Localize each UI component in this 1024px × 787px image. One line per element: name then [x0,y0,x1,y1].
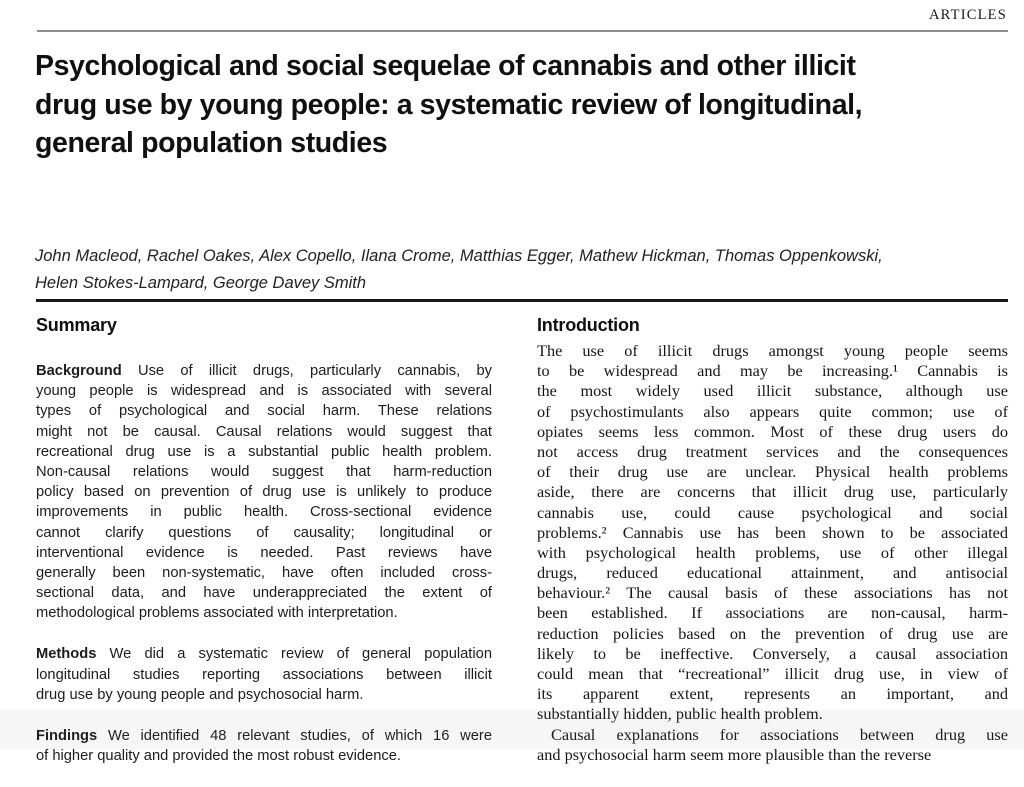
header-divider-rule [37,30,1008,32]
text-line: Methods We did a systematic review of general population [36,646,492,663]
text-line: opiates seems less common. Most of these drug users do [537,421,1008,441]
text-line: been established. If associations are non-causal, harm- [537,603,1008,623]
paragraph-label: Findings [36,728,98,744]
text-line: young people is widespread and is associated with several [36,383,492,400]
text-line: of higher quality and provided the most robust evidence. [36,748,401,765]
text-line: generally been non-systematic, have often included cross- [36,564,492,581]
text-line: to be widespread and may be increasing.¹ Cannabis is [537,361,1008,381]
text-line: types of psychological and social harm. These relations [36,403,492,420]
text-line: problems.² Cannabis use has been shown to be associated [537,522,1008,542]
paragraph [36,361,492,623]
text-line: with psychological health problems, use of other illegal [537,542,1008,562]
introduction-heading: Introduction [537,315,640,335]
text-line: of psychostimulants also appears quite common; use of [537,401,1008,421]
text-line: of their drug use are unclear. Physical health problems [537,462,1008,482]
summary-column [36,315,492,787]
text-line: Findings We identified 48 relevant studies, of which 16 were [36,728,492,744]
author-list [35,243,883,297]
text-line: The use of illicit drugs amongst young people seems [537,341,1008,360]
text-line: behaviour.² The causal basis of these associations has not [537,583,1008,603]
text-line: Non-causal relations would suggest that harm-reduction [36,463,492,480]
title-block-divider-rule [36,299,1008,302]
introduction-column [537,315,1008,765]
text-line: Background Use of illicit drugs, particularly cannabis, by [36,363,492,379]
text-line: Causal explanations for associations between drug use [551,724,1008,744]
text-line: drug use by young people: a systematic review of longitudinal, [35,88,863,121]
text-line: likely to be ineffective. Conversely, a causal association [537,643,1008,663]
text-line: interventional evidence is needed. Past reviews have [36,544,492,561]
article-title [35,47,862,163]
paragraph [537,725,1008,765]
text-line: the most widely used illicit substance, although use [537,381,1008,401]
summary-heading: Summary [36,315,117,335]
paragraph [537,341,1008,725]
text-line: might not be causal. Causal relations would suggest that [36,423,492,440]
introduction-body [537,341,1008,765]
paragraph-label: Methods [36,646,97,663]
paragraph [36,726,492,766]
text-line: Helen Stokes-Lampard, George Davey Smith [35,274,367,292]
text-line: drug use by young people and psychosocial harm. [36,686,364,703]
text-line: substantially hidden, public health problem. [537,704,823,724]
text-line: improvements in public health. Cross-sectional evidence [36,504,492,521]
text-line: could mean that “recreational” illicit drug use, in view of [537,664,1008,683]
text-line: not access drug treatment services and the consequences [537,441,1008,461]
text-line: cannot clarify questions of causality; longitudinal or [36,524,492,541]
text-line: recreational drug use is a substantial public health problem. [36,443,492,460]
text-line: its apparent extent, represents an important, and [537,684,1008,704]
text-line: sectional data, and have underappreciated the extent of [36,585,492,602]
paragraph-label: Background [36,363,122,379]
text-line: John Macleod, Rachel Oakes, Alex Copello, Ilana Crome, Matthias Egger, Mathew Hickman, Thomas Oppenkowski, [35,247,883,265]
section-label-articles: ARTICLES [928,7,1007,23]
text-line: methodological problems associated with interpretation. [36,605,398,622]
text-line: policy based on prevention of drug use is unlikely to produce [36,484,492,501]
text-line: reduction policies based on the prevention of drug use are [537,623,1008,643]
text-line: cannabis use, could cause psychological and social [537,502,1008,522]
text-line: longitudinal studies reporting associations between illicit [36,666,492,683]
text-line: and psychosocial harm seem more plausible than the reverse [537,744,932,764]
text-line: aside, there are concerns that illicit drug use, particularly [537,482,1008,502]
text-line: Psychological and social sequelae of cannabis and other illicit [35,50,856,82]
text-line: drugs, reduced educational attainment, and antisocial [537,563,1008,583]
text-line: general population studies [35,127,388,159]
paragraph [36,644,492,705]
summary-body [36,361,492,766]
